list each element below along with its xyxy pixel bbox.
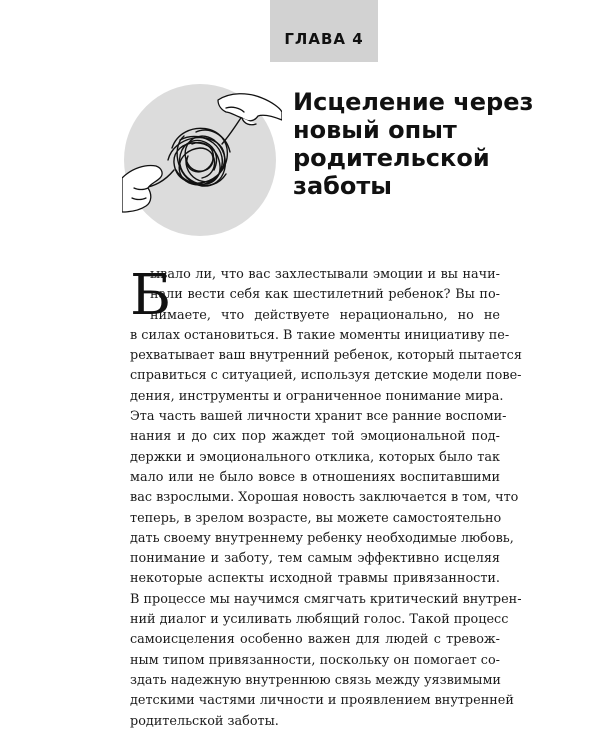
text-line: справиться с ситуацией, используя детские модели пове- [130,368,522,384]
text-line: некоторые аспекты исходной травмы привязанности. [130,571,500,587]
chapter-label: ГЛАВА 4 [284,30,364,48]
text-line: вас взрослыми. Хорошая новость заключается в том, что [130,490,519,506]
text-line: нали вести себя как шестилетний ребенок? Вы по- [150,287,500,303]
text-line: в силах остановиться. В такие моменты инициативу пе- [130,327,510,343]
chapter-title [293,88,583,200]
title-line: новый опыт [293,116,457,144]
text-line: ывало ли, что вас захлестывали эмоции и вы начи- [150,267,500,282]
text-line: дения, инструменты и ограниченное понимание мира. [130,388,504,404]
title-line: Исцеление через [293,88,534,116]
text-line: родительской заботы. [130,713,279,729]
text-line: Эта часть вашей личности хранит все ранние воспоми- [130,409,507,425]
text-line: ным типом привязанности, поскольку он помогает со- [130,652,500,668]
text-line: самоисцеления особенно важен для людей с тревож- [130,632,500,648]
body-text [130,263,522,732]
text-line: ний диалог и усиливать любящий голос. Такой процесс [130,612,509,628]
chapter-tab [270,0,378,62]
text-line: здать надежную внутреннюю связь между уязвимыми [130,672,501,688]
text-line: В процессе мы научимся смягчать критический внутрен- [130,591,522,607]
drop-cap: Б [130,263,172,328]
text-line: мало или не было вовсе в отношениях воспитавшими [130,469,500,485]
text-line: понимание и заботу, тем самым эффективно исцеляя [130,551,500,567]
tangled-thread-hands-icon [122,78,282,238]
text-line: нания и до сих пор жаждет той эмоциональной под- [130,429,500,445]
text-line: держки и эмоционального отклика, которых было так [130,449,500,465]
text-line: дать своему внутреннему ребенку необходимые любовь, [130,530,514,546]
title-line: заботы [293,172,392,200]
title-line: родительской [293,144,490,172]
text-line: нимаете, что действуете нерационально, но не [150,307,500,323]
text-line: теперь, в зрелом возрасте, вы можете самостоятельно [130,510,502,526]
text-line: рехватывает ваш внутренний ребенок, который пытается [130,348,522,364]
text-line: детскими частями личности и проявлением внутренней [130,693,514,709]
